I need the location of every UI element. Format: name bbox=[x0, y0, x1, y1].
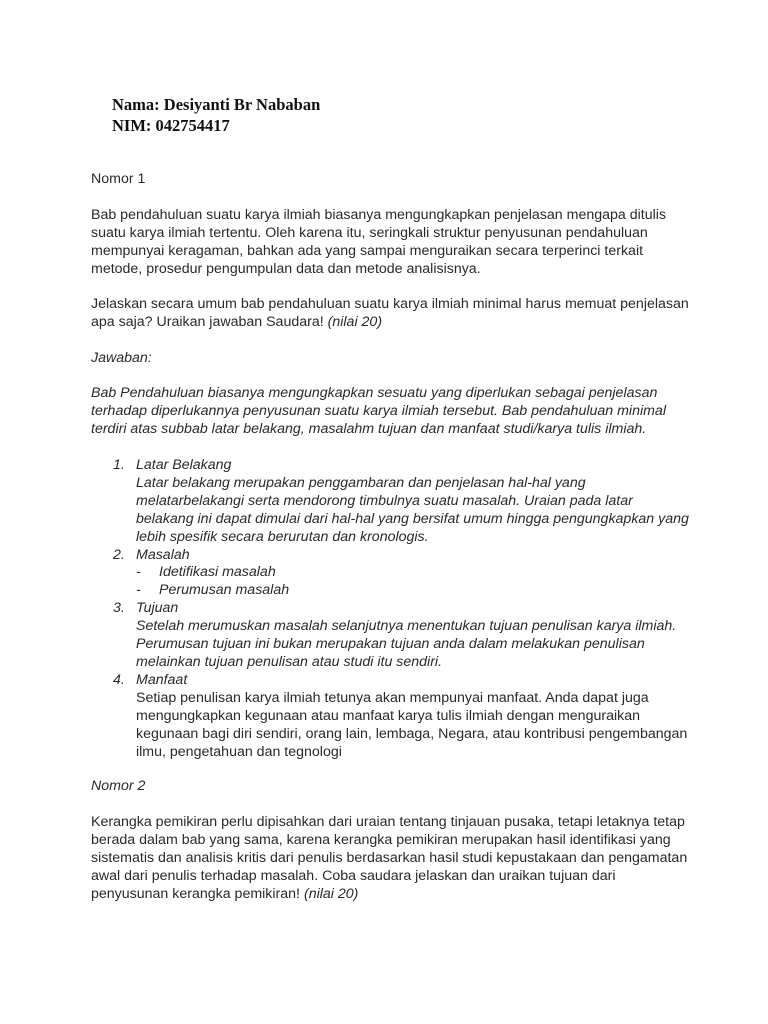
question-1-prompt-text: Jelaskan secara umum bab pendahuluan suatu karya ilmiah minimal harus memuat penjelasan apa saja? Uraikan jawaban Saudara! bbox=[91, 296, 689, 330]
sub-item-identifikasi bbox=[91, 564, 691, 582]
sub-item-text: Idetifikasi masalah bbox=[159, 564, 276, 581]
sub-item-dash: - bbox=[136, 582, 141, 599]
question-1-context bbox=[91, 207, 691, 279]
question-1-score: (nilai 20) bbox=[327, 313, 383, 330]
list-item-number: 3. bbox=[113, 600, 125, 617]
list-item-title: Manfaat bbox=[136, 671, 188, 688]
sub-item-perumusan bbox=[91, 582, 691, 600]
answer-intro-text: Bab Pendahuluan biasanya mengungkapkan sesuatu yang diperlukan sebagai penjelasan terhadap diperlukannya penyusunan suatu karya ilmiah tersebut. Bab pendahuluan minimal terdiri atas subbab latar belakang, masalahm tujuan dan manfaat studi/karya tulis ilmiah. bbox=[91, 385, 666, 437]
list-item-number: 2. bbox=[113, 546, 125, 563]
list-item-number: 1. bbox=[113, 457, 125, 473]
sub-item-text: Perumusan masalah bbox=[159, 582, 290, 599]
answer-intro bbox=[91, 385, 691, 439]
student-nim: NIM: 042754417 bbox=[112, 116, 230, 135]
question-2-score: (nilai 20) bbox=[303, 885, 359, 902]
list-item-title: Tujuan bbox=[136, 600, 179, 617]
list-item-title: Masalah bbox=[136, 546, 190, 563]
question-2-label: Nomor 2 bbox=[91, 778, 146, 794]
answer-list bbox=[91, 457, 691, 761]
list-item-masalah bbox=[91, 547, 691, 565]
student-name: Nama: Desiyanti Br Nababan bbox=[112, 95, 321, 114]
question-1-context-text: Bab pendahuluan suatu karya ilmiah biasanya mengungkapkan penjelasan mengapa ditulis suatu karya ilmiah tertentu. Oleh karena itu, seringkali struktur penyusunan pendahuluan mempunyai keragaman, bahkan ada yang sampai menguraikan secara terperinci terkait metode, prosedur pengumpulan data dan metode analisisnya. bbox=[91, 207, 666, 277]
list-item-title: Latar Belakang bbox=[136, 457, 232, 473]
question-2-prompt-text: Kerangka pemikiran perlu dipisahkan dari uraian tentang tinjauan pusaka, tetapi letaknya tetap berada dalam bab yang sama, karena kerangka pemikiran merupakan hasil identifikasi yang sistematis dan analisis kritis dari penulis berdasarkan hasil studi kepustakaan dan pengamatan awal dari penulis terhadap masalah. Coba saudara jelaskan dan uraikan tujuan dari penyusunan kerangka pemikiran! bbox=[91, 814, 688, 902]
list-item-text: Latar belakang merupakan penggambaran dan penjelasan hal-hal yang melatarbelakangi serta mendorong timbulnya suatu masalah. Uraian pada latar belakang ini dapat dimulai dari hal-hal yang bersifat umum hingga pengungkapkan yang lebih spesifik secara berurutan dan kronologis. bbox=[136, 474, 689, 545]
list-item-text: Setelah merumuskan masalah selanjutnya menentukan tujuan penulisan karya ilmiah. Perumusan tujuan ini bukan merupakan tujuan anda dalam melakukan penulisan melainkan tujuan penulisan atau studi itu sendiri. bbox=[136, 618, 677, 670]
list-item-latar-belakang bbox=[91, 457, 691, 547]
list-item-number: 4. bbox=[113, 671, 125, 688]
answer-label: Jawaban: bbox=[91, 350, 152, 366]
question-2-prompt bbox=[91, 814, 691, 904]
list-item-manfaat bbox=[91, 672, 691, 762]
sub-item-dash: - bbox=[136, 564, 141, 581]
list-item-text: Setiap penulisan karya ilmiah tetunya akan mempunyai manfaat. Anda dapat juga mengungkapkan kegunaan atau manfaat karya tulis ilmiah dengan menguraikan kegunaan bagi diri sendiri, orang lain, lembaga, Negara, atau kontribusi pengembangan ilmu, pengetahuan dan tegnologi bbox=[136, 689, 688, 760]
question-1-prompt bbox=[91, 296, 691, 332]
question-1-label: Nomor 1 bbox=[91, 171, 146, 187]
list-item-tujuan bbox=[91, 600, 691, 672]
student-header bbox=[112, 94, 320, 136]
